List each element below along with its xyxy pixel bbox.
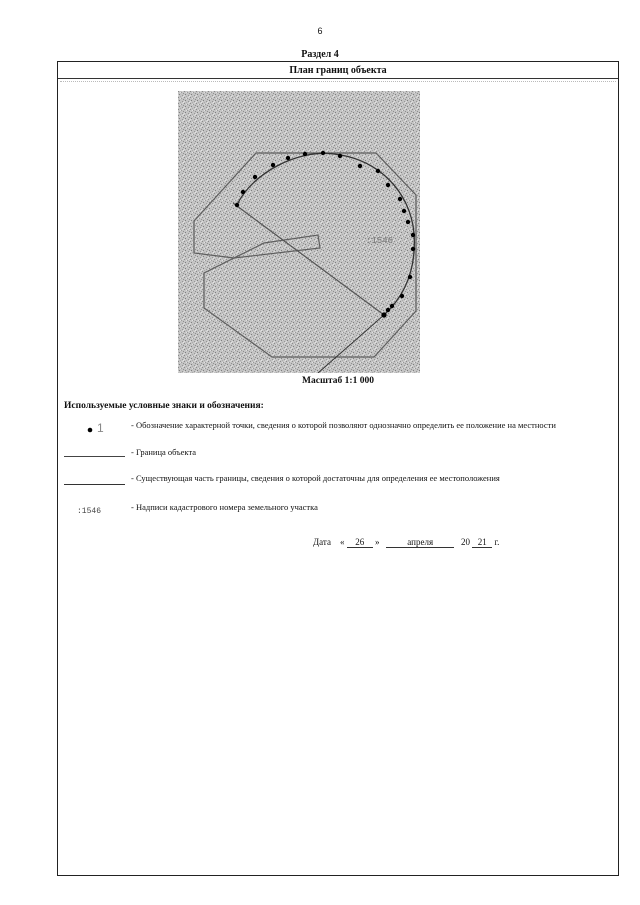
legend-boundary-description: - Граница объекта xyxy=(131,447,197,457)
title-divider xyxy=(58,78,618,79)
boundary-point xyxy=(241,190,245,194)
date-month-field: апреля xyxy=(386,537,454,548)
boundary-point xyxy=(286,156,290,160)
legend-point-description: - Обозначение характерной точки, сведения о которой позволяют однозначно определить ее положение на местности xyxy=(131,420,556,430)
boundary-point xyxy=(235,203,239,207)
boundary-point xyxy=(271,163,275,167)
boundary-point xyxy=(408,275,412,279)
legend-heading: Используемые условные знаки и обозначения: xyxy=(64,401,264,411)
plan-title: План границ объекта xyxy=(289,65,387,76)
boundary-point xyxy=(398,197,402,201)
point-number-label: 1 xyxy=(97,421,104,435)
plan-frame xyxy=(57,61,619,876)
point-legend-symbol xyxy=(87,422,117,436)
cadastral-number-label: :1546 xyxy=(366,236,394,246)
date-day-field: 26 xyxy=(347,537,373,548)
boundary-plan-svg xyxy=(178,91,420,373)
date-line xyxy=(313,537,499,548)
legend-existing-boundary-description: - Существующая часть границы, сведения о которой достаточны для определения ее местоположения xyxy=(131,473,500,483)
date-open-quote: « xyxy=(339,537,345,547)
boundary-point xyxy=(390,304,394,308)
boundary-point xyxy=(321,151,325,155)
boundary-point xyxy=(358,164,362,168)
boundary-point xyxy=(303,152,307,156)
boundary-point xyxy=(400,294,404,298)
boundary-point xyxy=(411,233,415,237)
boundary-point xyxy=(402,209,406,213)
date-label: Дата xyxy=(313,537,331,547)
boundary-point xyxy=(411,247,415,251)
page-number: 6 xyxy=(317,26,323,36)
boundary-line-icon xyxy=(64,456,125,457)
date-suffix: г. xyxy=(494,537,500,547)
boundary-point xyxy=(386,308,390,312)
boundary-point xyxy=(253,175,257,179)
boundary-point xyxy=(386,183,390,187)
boundary-point xyxy=(406,220,410,224)
title-dotted-divider xyxy=(60,81,616,82)
boundary-point xyxy=(338,154,342,158)
boundary-point xyxy=(376,169,380,173)
section-title: Раздел 4 xyxy=(301,49,339,60)
cadastral-label-sample: :1546 xyxy=(77,507,102,516)
date-century: 20 xyxy=(460,537,470,547)
legend-cadastral-description: - Надписи кадастрового номера земельного участка xyxy=(131,502,318,512)
date-year-field: 21 xyxy=(472,537,492,548)
plan-background xyxy=(178,91,420,373)
date-close-quote: » xyxy=(374,537,380,547)
scale-caption: Масштаб 1:1 000 xyxy=(302,376,374,386)
boundary-plan-drawing xyxy=(178,91,420,373)
boundary-point xyxy=(381,312,386,317)
existing-boundary-line-icon xyxy=(64,484,125,485)
